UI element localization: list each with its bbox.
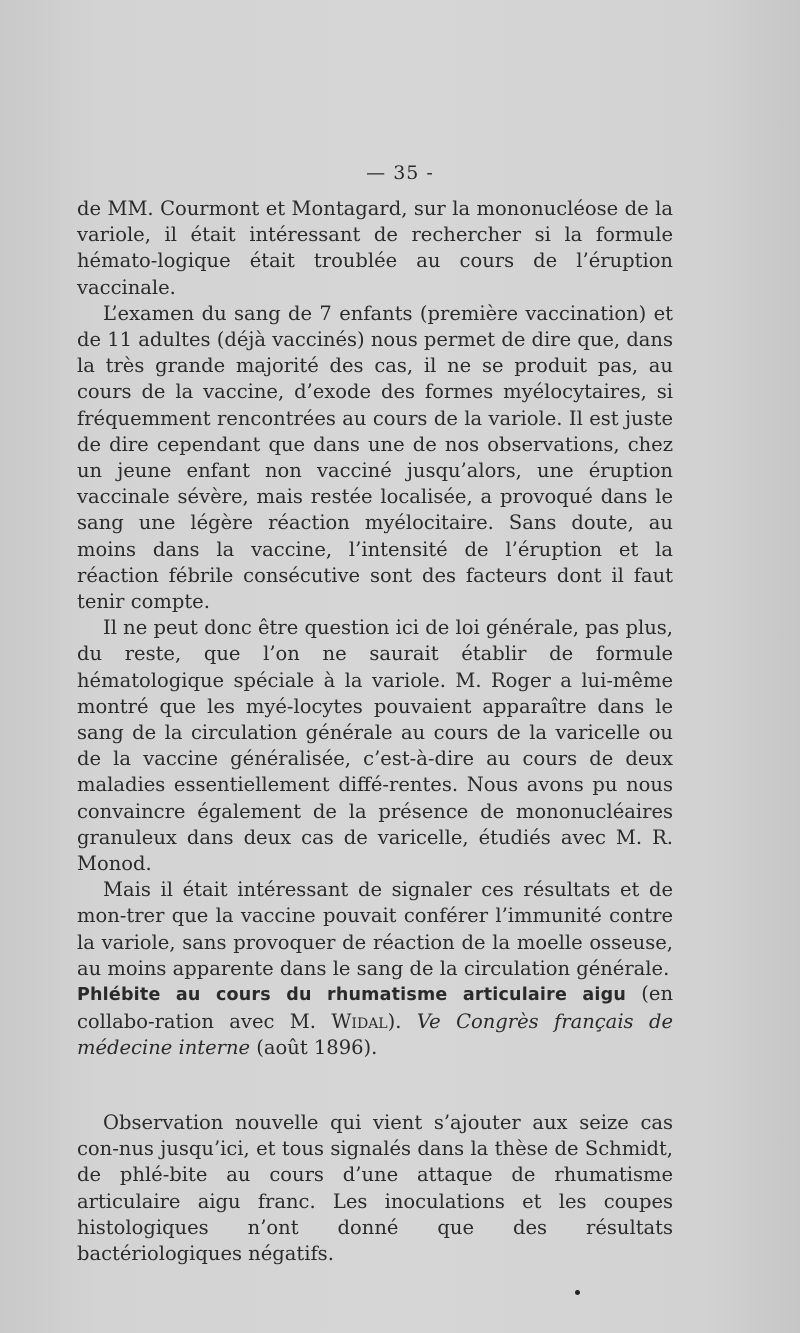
entry-abstract: Observation nouvelle qui vient s’ajouter aux seize cas con-nus jusqu’ici, et tous signalés dans la thèse de Schmidt, de phlé-bite au cours d’une attaque de rhumatisme articulaire aigu franc. Les inoculations et les coupes histologiques n’ont donné que des résultats bactériologiques négatifs. bbox=[77, 1111, 673, 1266]
paragraph-1: de MM. Courmont et Montagard, sur la mononucléose de la variole, il était intéressant de rechercher si la formule hémato-logique était troublée au cours de l’éruption vaccinale. bbox=[77, 197, 673, 299]
entry-title: Phlébite au cours du rhumatisme articulaire aigu bbox=[77, 985, 626, 1005]
entry-author: Widal bbox=[331, 1009, 388, 1033]
entry-collab-suffix: ). bbox=[387, 1009, 417, 1033]
body-text bbox=[77, 196, 673, 982]
paragraph-2: L’examen du sang de 7 enfants (première vaccination) et de 11 adultes (déjà vaccinés) nous permet de dire que, dans la très grande majorité des cas, il ne se produit pas, au cours de la vaccine, d’exode des formes myélocytaires, si fréquemment rencontrées au cours de la variole. Il est juste de dire cependant que dans une de nos observations, chez un jeune enfant non vacciné jusqu’alors, une éruption vaccinale sévère, mais restée localisée, a provoqué dans le sang une légère réaction myélocitaire. Sans doute, au moins dans la vaccine, l’intensité de l’éruption et la réaction fébrile consécutive sont des facteurs dont il faut tenir compte. bbox=[77, 301, 673, 614]
entry-date: (août 1896). bbox=[250, 1036, 378, 1059]
bibliography-entry bbox=[77, 981, 673, 1062]
entry-journal: Ve Congrès français de médecine interne bbox=[77, 1009, 673, 1059]
ink-dot bbox=[575, 1290, 580, 1295]
paragraph-4: Mais il était intéressant de signaler ces résultats et de mon-trer que la vaccine pouvait conférer l’immunité contre la variole, sans provoquer de réaction de la moelle osseuse, au moins apparente dans le sang de la circulation générale. bbox=[77, 878, 673, 980]
page-number: — 35 - bbox=[366, 162, 434, 184]
paragraph-3: Il ne peut donc être question ici de loi générale, pas plus, du reste, que l’on ne saurait établir de formule hématologique spéciale à la variole. M. Roger a lui-même montré que les myé-locytes pouvaient apparaître dans le sang de la circulation générale au cours de la varicelle ou de la vaccine généralisée, c’est-à-dire au cours de deux maladies essentiellement diffé-rentes. Nous avons pu nous convaincre également de la présence de mononucléaires granuleux dans deux cas de varicelle, étudiés avec M. R. Monod. bbox=[77, 616, 673, 876]
entry-collab-prefix: (en collabo-ration avec M. bbox=[77, 982, 673, 1033]
